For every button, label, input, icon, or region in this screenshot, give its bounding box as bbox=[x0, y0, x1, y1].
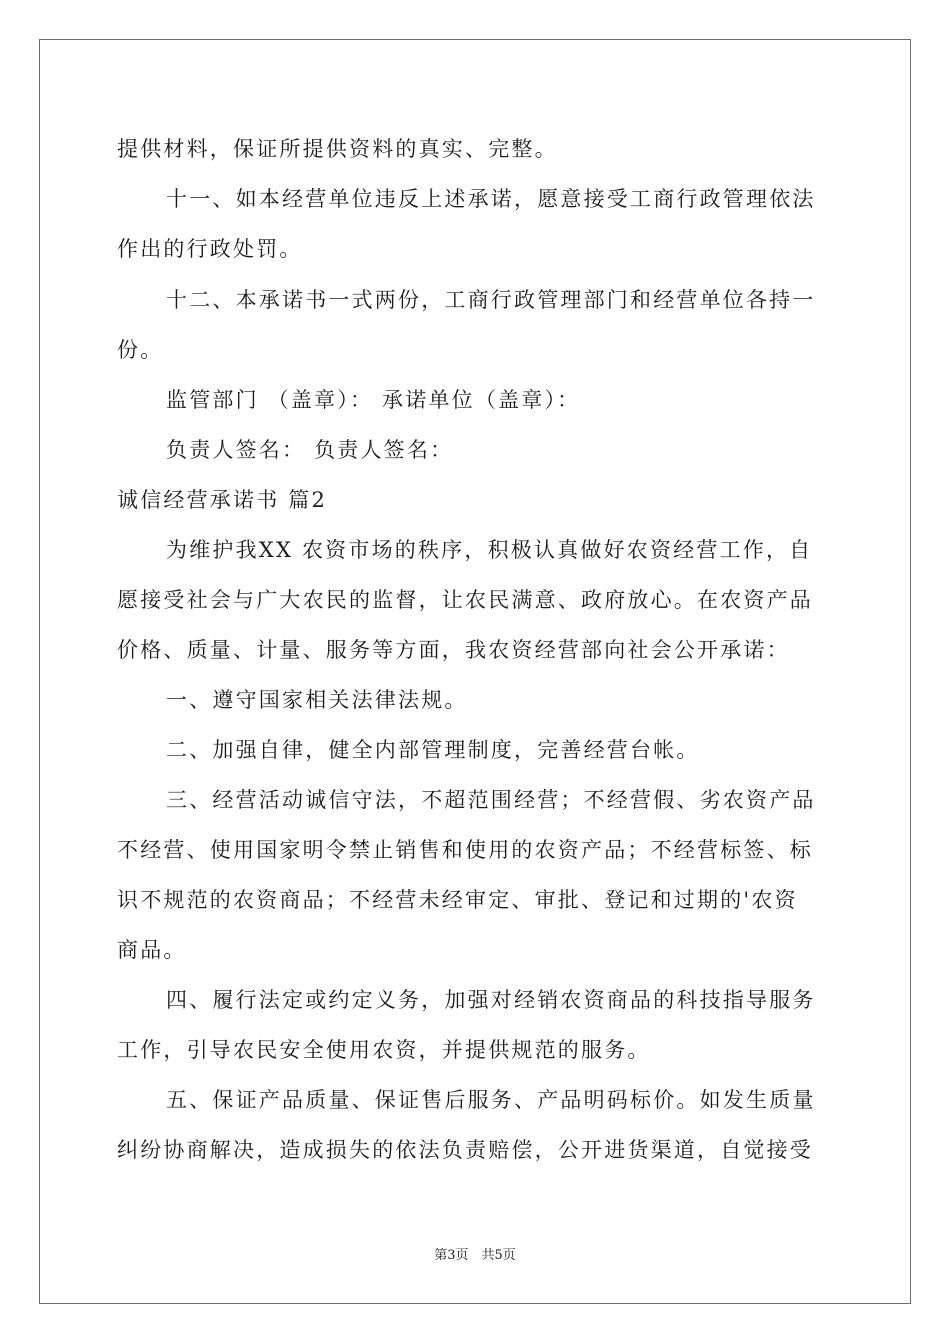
text-line: 商品。 bbox=[117, 938, 187, 962]
text-line: 不经营、使用国家明令禁止销售和使用的农资产品；不经营标签、标 bbox=[117, 838, 813, 862]
text-line: 十一、如本经营单位违反上述承诺，愿意接受工商行政管理依法 bbox=[166, 187, 816, 211]
text-line: 十二、本承诺书一式两份，工商行政管理部门和经营单位各持一 bbox=[166, 288, 816, 312]
text-line: 工作，引导农民安全使用农资，并提供规范的服务。 bbox=[117, 1038, 651, 1062]
text-line: 监管部门 （盖章）： 承诺单位（盖章）： bbox=[166, 388, 581, 412]
text-line: 四、履行法定或约定义务，加强对经销农资商品的科技指导服务 bbox=[166, 988, 816, 1012]
section-heading: 诚信经营承诺书 篇2 bbox=[117, 488, 328, 512]
text-line: 纠纷协商解决，造成损失的依法负责赔偿，公开进货渠道，自觉接受 bbox=[117, 1138, 813, 1162]
text-line: 份。 bbox=[117, 338, 164, 362]
page-border bbox=[39, 39, 911, 1304]
text-line: 愿接受社会与广大农民的监督，让农民满意、政府放心。在农资产品 bbox=[117, 588, 813, 612]
text-line: 作出的行政处罚。 bbox=[117, 237, 303, 261]
text-line: 价格、质量、计量、服务等方面，我农资经营部向社会公开承诺： bbox=[117, 638, 790, 662]
text-line: 识不规范的农资商品；不经营未经审定、审批、登记和过期的'农资 bbox=[117, 888, 798, 912]
text-line: 为维护我XX 农资市场的秩序，积极认真做好农资经营工作，自 bbox=[166, 538, 813, 562]
text-line: 一、遵守国家相关法律法规。 bbox=[166, 688, 468, 712]
text-line: 五、保证产品质量、保证售后服务、产品明码标价。如发生质量 bbox=[166, 1088, 816, 1112]
text-line: 负责人签名： 负责人签名： bbox=[166, 438, 454, 462]
text-line: 提供材料，保证所提供资料的真实、完整。 bbox=[117, 137, 558, 161]
text-line: 三、经营活动诚信守法，不超范围经营；不经营假、劣农资产品 bbox=[166, 788, 816, 812]
text-line: 二、加强自律，健全内部管理制度，完善经营台帐。 bbox=[166, 738, 700, 762]
page-number: 第3页 共5页 bbox=[434, 1248, 516, 1263]
